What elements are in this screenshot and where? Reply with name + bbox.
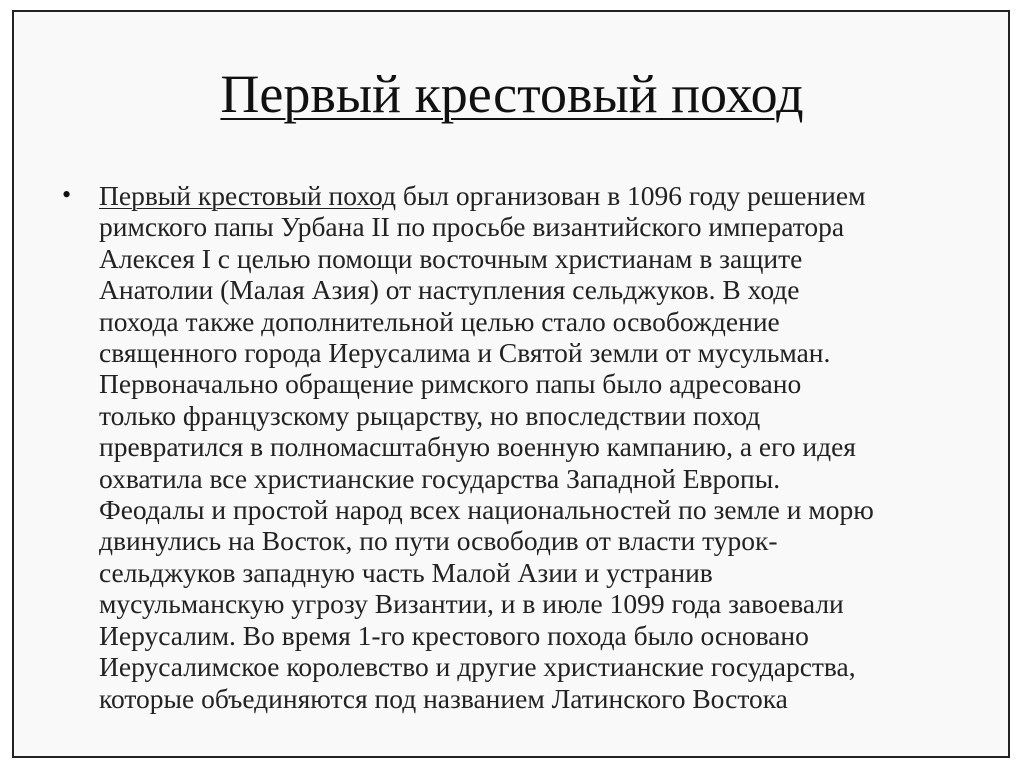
bullet-marker: •	[62, 180, 72, 209]
body-line: охватила все христианские государства Западной Европы.	[99, 462, 781, 494]
body-line: сельджуков западную часть Малой Азии и устранив	[99, 556, 713, 588]
body-line: похода также дополнительной целью стало освобождение	[99, 305, 780, 337]
body-paragraph	[99, 180, 979, 714]
body-line: Первоначально обращение римского папы было адресовано	[99, 368, 802, 400]
body-line: мусульманскую угрозу Византии, и в июле 1099 года завоевали	[99, 588, 844, 620]
body-line: римского папы Урбана II по просьбе византийского императора	[99, 211, 845, 243]
slide-title	[0, 62, 1024, 126]
body-line	[99, 180, 979, 211]
body-line: превратился в полномасштабную военную кампанию, а его идея	[99, 431, 856, 463]
body-line: священного города Иерусалима и Святой земли от мусульман.	[99, 337, 831, 369]
body-line: Иерусалим. Во время 1-го крестового похода было основано	[99, 619, 809, 651]
body-line: Феодалы и простой народ всех национальностей по земле и морю	[99, 494, 874, 526]
body-line: только французскому рыцарству, но впоследствии поход	[99, 399, 761, 431]
body-line: Анатолии (Малая Азия) от наступления сельджуков. В ходе	[99, 274, 800, 306]
body-line: Алексея I с целью помощи восточным христианам в защите	[99, 242, 803, 274]
body-line: Иерусалимское королевство и другие христианские государства,	[99, 651, 856, 683]
slide-title-text: Первый крестовый поход	[220, 64, 804, 124]
body-line: двинулись на Восток, по пути освободив от власти турок-	[99, 525, 778, 557]
first-crusade-link[interactable]: Первый крестовый поход	[99, 180, 396, 211]
body-line-rest: был организован в 1096 году решением	[395, 180, 866, 211]
body-line: которые объединяются под названием Латинского Востока	[99, 682, 788, 714]
